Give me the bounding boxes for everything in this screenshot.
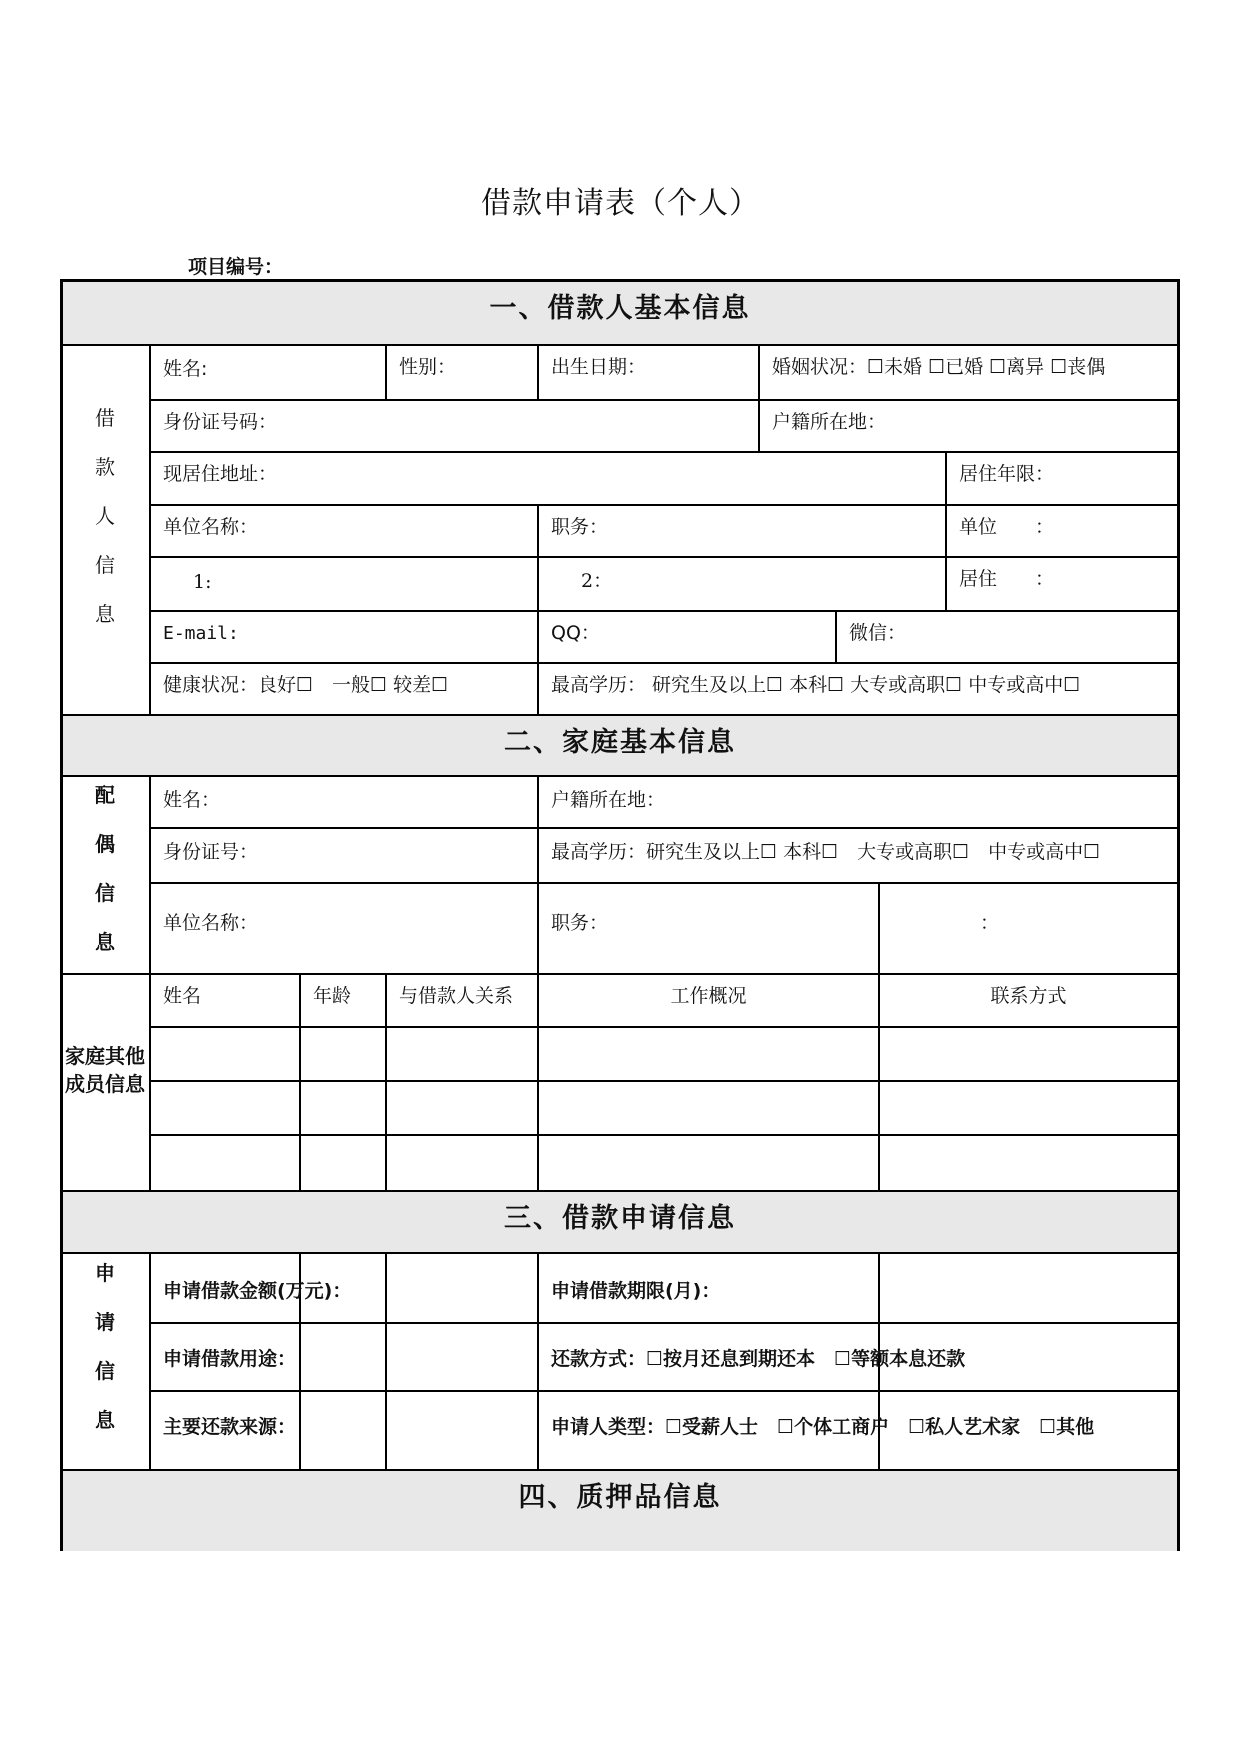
- borrower-gender-field[interactable]: 性别：: [399, 356, 457, 378]
- section-header-family: 二、家庭基本信息: [63, 714, 1177, 777]
- apply-repay-source-field[interactable]: 主要还款来源：: [163, 1416, 297, 1438]
- borrower-position-field[interactable]: 职务：: [551, 516, 609, 538]
- borrower-qq-field[interactable]: QQ：: [551, 622, 600, 644]
- borrower-wechat-field[interactable]: 微信：: [849, 622, 907, 644]
- borrower-home-tel-field[interactable]: 居住 ：: [959, 568, 1055, 590]
- family-col-age: 年龄: [313, 985, 352, 1007]
- spouse-side-label: 配 偶 信 息: [95, 783, 115, 954]
- borrower-name-field[interactable]: 姓名:: [163, 358, 208, 380]
- spouse-position-field[interactable]: 职务：: [551, 912, 609, 934]
- family-col-work: 工作概况: [670, 985, 747, 1007]
- borrower-id-field[interactable]: 身份证号码：: [163, 411, 278, 433]
- borrower-email-field[interactable]: E-mail:: [163, 623, 239, 644]
- borrower-hukou-field[interactable]: 户籍所在地：: [772, 411, 887, 433]
- apply-term-field[interactable]: 申请借款期限(月)：: [551, 1280, 721, 1302]
- form-title: 借款申请表（个人）: [481, 186, 760, 221]
- family-col-contact: 联系方式: [990, 985, 1067, 1007]
- spouse-id-field[interactable]: 身份证号：: [163, 841, 259, 863]
- section-header-apply: 三、借款申请信息: [63, 1190, 1177, 1254]
- loan-application-form: [60, 279, 1180, 1551]
- project-number-label: 项目编号：: [188, 256, 284, 278]
- apply-purpose-field[interactable]: 申请借款用途：: [163, 1348, 297, 1370]
- spouse-hukou-field[interactable]: 户籍所在地：: [551, 789, 666, 811]
- borrower-employer-field[interactable]: 单位名称：: [163, 516, 259, 538]
- apply-repay-method-field[interactable]: 还款方式：☐按月还息到期还本 ☐等额本息还款: [551, 1348, 966, 1370]
- borrower-education-field[interactable]: 最高学历： 研究生及以上☐ 本科☐ 大专或高职☐ 中专或高中☐: [551, 674, 1081, 696]
- borrower-health-field[interactable]: 健康状况：良好☐ 一般☐ 较差☐: [163, 674, 449, 696]
- section-header-borrower: 一、借款人基本信息: [63, 280, 1177, 346]
- family-col-relation: 与借款人关系: [399, 985, 514, 1007]
- family-col-name: 姓名: [163, 985, 202, 1007]
- spouse-tel-field[interactable]: ：: [980, 912, 1000, 934]
- apply-amount-field[interactable]: 申请借款金额(万元)：: [163, 1280, 352, 1302]
- spouse-employer-field[interactable]: 单位名称：: [163, 912, 259, 934]
- borrower-years-field[interactable]: 居住年限：: [959, 463, 1055, 485]
- apply-applicant-type-field[interactable]: 申请人类型：☐受薪人士 ☐个体工商户 ☐私人艺术家 ☐其他: [551, 1416, 1095, 1438]
- family-side-label: 家庭其他成员信息: [65, 1044, 145, 1096]
- apply-side-label: 申 请 信 息: [95, 1261, 115, 1432]
- borrower-unit-tel-field[interactable]: 单位 ：: [959, 516, 1055, 538]
- spouse-name-field[interactable]: 姓名：: [163, 789, 221, 811]
- borrower-phone2-field[interactable]: 2：: [581, 570, 613, 592]
- borrower-birth-field[interactable]: 出生日期：: [551, 356, 647, 378]
- borrower-side-label: 借 款 人 信 息: [95, 406, 115, 626]
- borrower-phone1-field[interactable]: 1:: [193, 571, 212, 593]
- spouse-education-field[interactable]: 最高学历：研究生及以上☐ 本科☐ 大专或高职☐ 中专或高中☐: [551, 841, 1101, 863]
- borrower-marital-field[interactable]: 婚姻状况：☐未婚 ☐已婚 ☐离异 ☐丧偶: [772, 356, 1106, 378]
- section-header-collateral: 四、质押品信息: [63, 1469, 1177, 1551]
- borrower-address-field[interactable]: 现居住地址：: [163, 463, 278, 485]
